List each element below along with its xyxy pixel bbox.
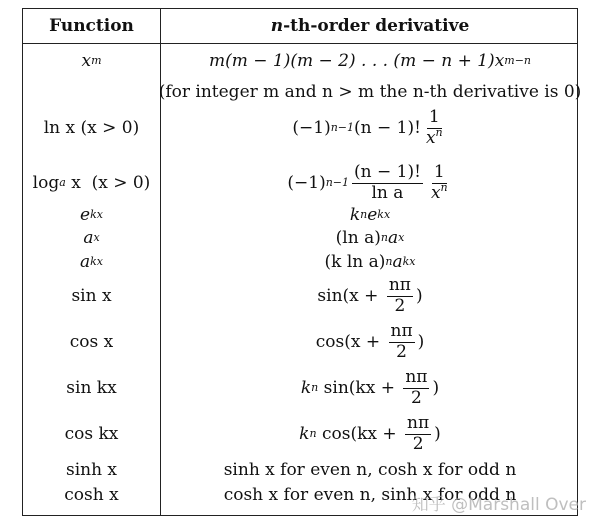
func-ekx-base: e — [80, 205, 91, 225]
cell-func-xm: x m — [81, 51, 102, 71]
deriv-cosx-pre: cos(x + — [315, 332, 386, 352]
header-function: Function — [49, 16, 134, 36]
cell-func-sinhx: sinh x — [65, 460, 118, 480]
cell-deriv-coshx: cosh x for even n, sinh x for odd n — [223, 485, 517, 505]
func-logax-rest: x (x > 0) — [65, 173, 151, 193]
cell-deriv-sinkx: k n sin(kx + $\frac{n\pi}{2}$ ) — [300, 366, 440, 408]
cell-deriv-xm: m(m − 1)(m − 2) . . . (m − n + 1)x m−n — [208, 51, 532, 71]
fraction-denominator — [424, 125, 445, 148]
cell-func-akx: a kx — [79, 252, 103, 272]
deriv-akx-a: a — [392, 252, 403, 272]
den-base: x — [430, 182, 441, 203]
deriv-sinkx-k: k — [300, 378, 312, 398]
fraction-numerator: nπ — [390, 320, 413, 341]
fraction-denominator: 2 — [396, 341, 407, 362]
fraction-denominator — [429, 180, 450, 203]
fraction — [424, 106, 445, 148]
fraction-numerator: 1 — [428, 106, 440, 127]
cell-func-cosx: cos x — [69, 332, 114, 352]
fraction-numerator: nπ — [388, 274, 411, 295]
fraction — [389, 320, 415, 362]
deriv-coskx-k: k — [299, 424, 310, 444]
den-exp: n — [440, 180, 448, 194]
deriv-coskx-pre: cos(kx + — [316, 424, 403, 444]
fraction — [352, 161, 423, 203]
deriv-lnx-pre: (−1) — [292, 118, 331, 138]
cell-deriv-logax: (−1) n−1 $\frac{(n - 1)!}{\text{ln a}}$ $\frac{1}{x^n}$ — [287, 161, 448, 203]
func-ax-base: a — [83, 228, 94, 248]
fraction-numerator: nπ — [407, 412, 430, 433]
cell-deriv-ekx: k n e kx — [349, 205, 391, 225]
cell-deriv-coskx: k n cos(kx + $\frac{n\pi}{2}$ ) — [299, 412, 441, 454]
deriv-ekx-k: k — [349, 205, 361, 225]
header-derivative-rest: -th-order derivative — [283, 16, 470, 36]
den-base: x — [425, 127, 436, 148]
fraction-denominator: 2 — [411, 387, 422, 408]
deriv-coskx-post: ) — [434, 424, 441, 444]
cell-func-sinkx: sin kx — [66, 378, 117, 398]
fraction-denominator: 2 — [394, 295, 406, 316]
fraction-numerator: nπ — [405, 366, 428, 387]
fraction-denominator: 2 — [412, 433, 424, 454]
cell-deriv-lnx: (−1) n−1 (n − 1)! $\frac{1}{x^n}$ — [292, 106, 443, 148]
fraction — [429, 161, 450, 203]
cell-deriv-ax: (ln a) n a x — [335, 228, 405, 248]
deriv-akx-kln: (k ln a) — [324, 252, 386, 272]
deriv-logax-pre: (−1) — [287, 173, 326, 193]
cell-func-ekx: e kx — [80, 205, 103, 225]
deriv-cosx-post: ) — [417, 332, 425, 352]
deriv-ax-a: a — [387, 228, 399, 248]
fraction — [387, 274, 413, 316]
cell-deriv-sinhx: sinh x for even n, cosh x for odd n — [223, 460, 517, 480]
func-akx-base: a — [79, 252, 91, 272]
fraction — [405, 412, 431, 454]
cell-deriv-cosx — [161, 319, 579, 365]
cell-deriv-xm-note: (for integer m and n > m the n-th derivative is 0) — [158, 82, 582, 102]
cell-deriv-akx: (k ln a) n a kx — [324, 252, 416, 272]
deriv-sinx-pre: sin(x + — [317, 286, 384, 306]
deriv-sinkx-pre: sin(kx + — [318, 378, 401, 398]
func-logax-log: log — [32, 173, 60, 193]
cell-func-logax: log a x (x > 0) — [32, 173, 151, 193]
cell-func-coshx: cosh x — [64, 485, 119, 505]
deriv-sinkx-post: ) — [432, 378, 440, 398]
func-xm-base: x — [81, 51, 92, 71]
deriv-ekx-e: e — [367, 205, 378, 225]
fraction — [403, 366, 429, 408]
header-derivative — [161, 9, 579, 43]
cell-func-ax: a x — [83, 228, 100, 248]
derivative-table — [22, 8, 582, 516]
deriv-xm-main: m(m − 1)(m − 2) . . . (m − n + 1)x — [208, 51, 505, 71]
watermark: 知乎 @Marshall Over — [411, 495, 586, 515]
fraction-denominator: ln a — [371, 182, 404, 203]
cell-deriv-sinx — [161, 273, 579, 319]
den-exp: n — [435, 125, 443, 139]
header-divider — [23, 43, 577, 44]
cell-func-coskx: cos kx — [64, 424, 119, 444]
deriv-sinx-post: ) — [415, 286, 423, 306]
fraction-numerator: (n − 1)! — [354, 161, 421, 182]
cell-func-lnx: ln x (x > 0) — [43, 118, 140, 138]
deriv-ax-ln: (ln a) — [335, 228, 381, 248]
header-derivative-var: n — [270, 16, 284, 36]
deriv-lnx-mid: (n − 1)! — [354, 118, 421, 138]
fraction-numerator: 1 — [433, 161, 445, 182]
cell-func-sinx: sin x — [71, 286, 112, 306]
